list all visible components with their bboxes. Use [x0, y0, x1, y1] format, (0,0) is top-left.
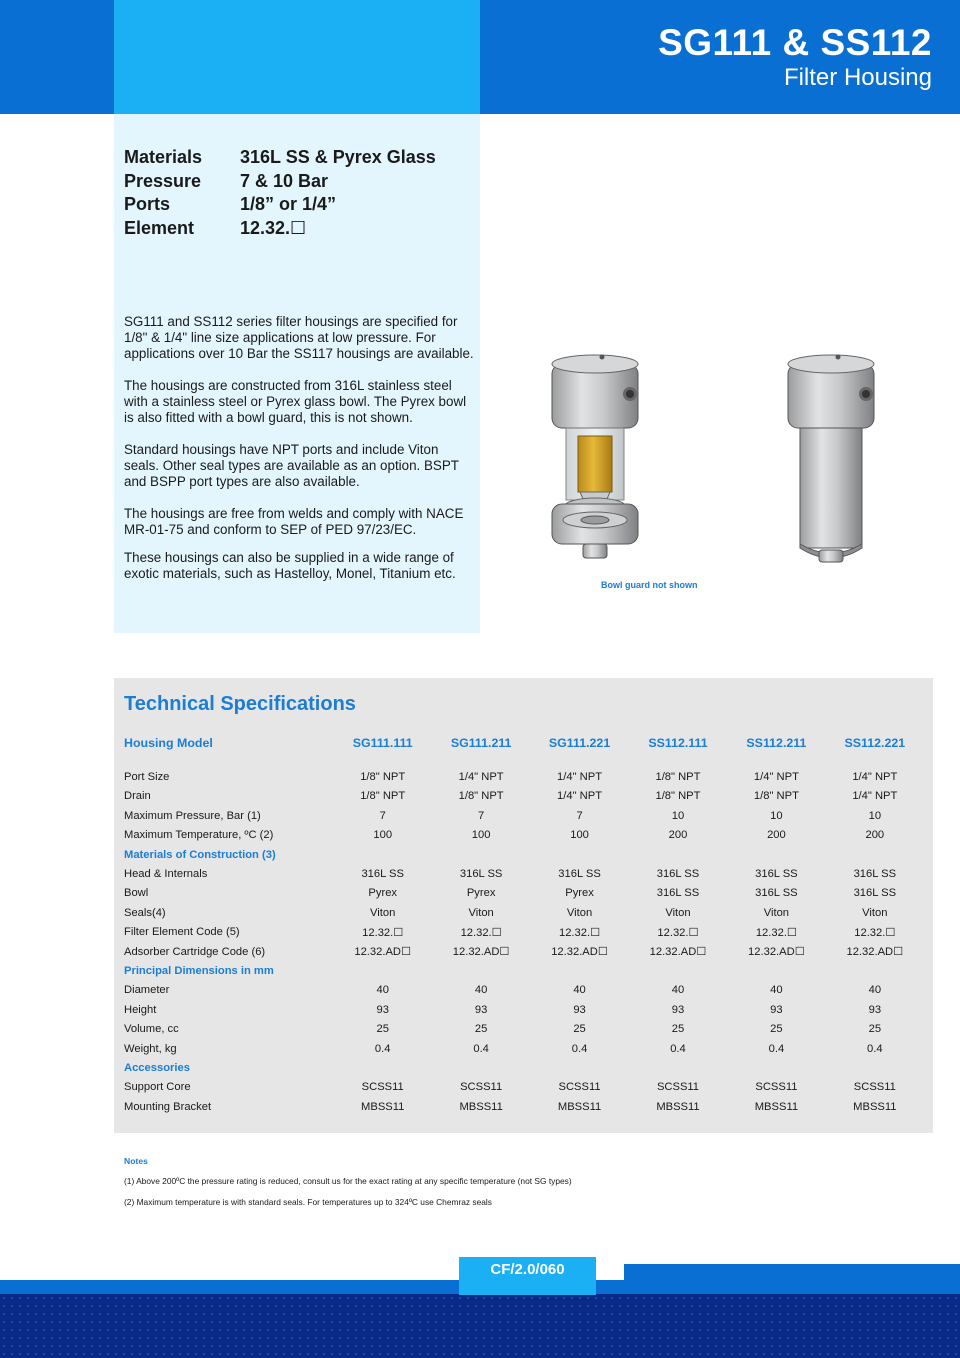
- model-header: SG111.111: [352, 735, 413, 750]
- section-label: Materials of Construction (3): [124, 848, 276, 861]
- page-title: SG111 & SS112: [658, 22, 932, 63]
- description-paragraph: SG111 and SS112 series filter housings are specified for 1/8" & 1/4" line size applications at low pressure. For applications over 10 Bar the SS117 housings are available.: [124, 314, 474, 361]
- notes: [124, 1156, 884, 1218]
- table-cell: 40: [671, 984, 685, 997]
- table-cell: 1/4" NPT: [557, 771, 603, 784]
- table-row: [124, 884, 924, 903]
- description-paragraph: Standard housings have NPT ports and include Viton seals. Other seal types are available as an option. BSPT and BSPP port types are also available.: [124, 442, 459, 489]
- table-cell: 40: [474, 984, 488, 997]
- description-paragraph: These housings can also be supplied in a wide range of exotic materials, such as Hastelloy, Monel, Titanium etc.: [124, 550, 456, 581]
- table-cell: 12.32.AD☐: [846, 946, 904, 959]
- table-cell: 1/8" NPT: [360, 771, 406, 784]
- spec-value: 12.32.☐: [240, 217, 307, 238]
- model-header: SG111.221: [548, 735, 611, 750]
- table-cell: 1/8" NPT: [458, 790, 504, 803]
- spec-key: Element: [124, 217, 195, 238]
- table-cell: MBSS11: [361, 1100, 405, 1113]
- section-label: Accessories: [124, 1061, 190, 1074]
- table-row: [124, 1078, 924, 1097]
- table-row: [124, 1019, 924, 1038]
- table-cell: 93: [474, 1003, 488, 1016]
- table-cell: 12.32.☐: [362, 926, 404, 939]
- table-cell: Viton: [665, 906, 691, 919]
- table-cell: 93: [573, 1003, 586, 1016]
- table-cell: 12.32.AD☐: [748, 946, 805, 959]
- description-paragraph: The housings are free from welds and comply with NACE MR-01-75 and conform to SEP of PED 97/23/EC.: [124, 506, 464, 537]
- table-header-row: [124, 733, 924, 752]
- table-cell: 1/4" NPT: [458, 771, 504, 784]
- description: [124, 314, 476, 598]
- model-header: SS112.221: [844, 735, 906, 750]
- table-cell: 40: [376, 984, 389, 997]
- model-header: SG111.211: [450, 735, 512, 750]
- table-cell: 12.32.☐: [558, 926, 601, 939]
- table-cell: 12.32.AD☐: [649, 946, 707, 959]
- table-cell: 200: [865, 829, 885, 842]
- table-cell: 40: [770, 984, 783, 997]
- spec-value: 7 & 10 Bar: [240, 170, 329, 191]
- row-label: Weight, kg: [124, 1042, 177, 1055]
- table-row: [124, 1039, 924, 1058]
- note-item: (1) Above 200ºC the pressure rating is reduced, consult us for the exact rating at any specific temperature (not SG types): [124, 1176, 572, 1186]
- spec-value: 1/8” or 1/4”: [240, 194, 337, 215]
- table-cell: 93: [376, 1003, 389, 1016]
- table-row: [124, 806, 924, 825]
- spec-value: 316L SS & Pyrex Glass: [240, 147, 436, 168]
- steel-bowl-housing: [788, 355, 874, 563]
- table-cell: 10: [868, 809, 882, 822]
- table-cell: 10: [671, 809, 685, 822]
- table-cell: 25: [770, 1023, 783, 1036]
- notes-title: Notes: [124, 1156, 148, 1166]
- page-subtitle: Filter Housing: [783, 64, 932, 91]
- spec-key: Pressure: [124, 170, 202, 191]
- table-cell: 12.32.AD☐: [452, 946, 510, 959]
- table-cell: 12.32.AD☐: [551, 946, 608, 959]
- key-specs: [124, 146, 480, 240]
- tech-spec-table: [124, 733, 924, 1116]
- image-caption: Bowl guard not shown: [601, 580, 698, 590]
- section-label: Principal Dimensions in mm: [124, 964, 274, 977]
- table-cell: Viton: [370, 906, 396, 919]
- table-row: [124, 1000, 924, 1019]
- table-cell: 93: [868, 1003, 882, 1016]
- table-cell: 12.32.☐: [854, 926, 896, 939]
- table-cell: SCSS11: [460, 1081, 503, 1094]
- table-cell: Pyrex: [466, 887, 496, 900]
- table-cell: 12.32.AD☐: [354, 946, 412, 959]
- table-cell: 1/4" NPT: [852, 790, 898, 803]
- table-cell: MBSS11: [754, 1100, 799, 1113]
- glass-bowl-housing: [552, 355, 638, 559]
- table-cell: 0.4: [571, 1042, 588, 1055]
- spec-key: Ports: [124, 194, 171, 215]
- row-label: Seals(4): [124, 906, 166, 919]
- filter-housing-illustration: [540, 344, 900, 574]
- table-cell: 1/4" NPT: [753, 771, 799, 784]
- table-cell: 12.32.☐: [755, 926, 797, 939]
- table-section-row: [124, 1058, 924, 1077]
- row-label: Volume, cc: [124, 1023, 179, 1036]
- row-label: Bowl: [124, 887, 149, 900]
- table-cell: 1/8" NPT: [753, 790, 799, 803]
- table-row: [124, 864, 924, 883]
- table-row: [124, 981, 924, 1000]
- table-cell: 1/8" NPT: [655, 790, 701, 803]
- document-code: CF/2.0/060: [459, 1257, 596, 1295]
- table-cell: Viton: [763, 906, 790, 919]
- table-cell: MBSS11: [557, 1100, 602, 1113]
- table-cell: 200: [767, 829, 786, 842]
- table-row: [124, 1097, 924, 1116]
- spec-key: Materials: [124, 147, 203, 168]
- table-cell: 25: [376, 1023, 389, 1036]
- spec-row-element: [124, 217, 480, 241]
- table-cell: 40: [868, 984, 882, 997]
- header-label: Housing Model: [124, 735, 213, 750]
- table-row: [124, 787, 924, 806]
- table-cell: 0.4: [374, 1042, 391, 1055]
- table-cell: 12.32.☐: [460, 926, 502, 939]
- table-cell: 316L SS: [755, 868, 798, 881]
- model-header: SS112.211: [746, 735, 807, 750]
- row-label: Support Core: [124, 1081, 191, 1094]
- table-cell: 0.4: [867, 1042, 883, 1055]
- row-label: Adsorber Cartridge Code (6): [124, 945, 266, 958]
- table-section-row: [124, 961, 924, 980]
- footer-pattern: [0, 1294, 960, 1358]
- table-cell: SCSS11: [755, 1081, 798, 1094]
- table-cell: Pyrex: [565, 887, 594, 900]
- table-cell: 10: [770, 809, 783, 822]
- table-cell: MBSS11: [459, 1100, 503, 1113]
- table-cell: 40: [573, 984, 586, 997]
- table-cell: SCSS11: [558, 1081, 601, 1094]
- table-cell: MBSS11: [853, 1100, 897, 1113]
- table-cell: 0.4: [670, 1042, 686, 1055]
- table-cell: 316L SS: [656, 887, 700, 900]
- table-cell: 316L SS: [853, 868, 897, 881]
- table-cell: 7: [379, 809, 386, 822]
- table-cell: SCSS11: [361, 1081, 404, 1094]
- footer-stripe-right: [624, 1264, 960, 1280]
- table-cell: 316L SS: [853, 887, 897, 900]
- table-cell: 12.32.☐: [657, 926, 699, 939]
- table-cell: 7: [478, 809, 485, 822]
- table-cell: 25: [573, 1023, 586, 1036]
- table-cell: 316L SS: [755, 887, 798, 900]
- row-label: Head & Internals: [124, 868, 208, 881]
- table-cell: 316L SS: [558, 868, 601, 881]
- tech-spec-title: Technical Specifications: [124, 693, 356, 715]
- table-cell: Viton: [566, 906, 593, 919]
- row-label: Port Size: [124, 771, 170, 784]
- table-section-row: [124, 845, 924, 864]
- table-cell: 1/4" NPT: [852, 771, 898, 784]
- table-cell: 316L SS: [459, 868, 503, 881]
- row-label: Maximum Temperature, ºC (2): [124, 829, 274, 842]
- table-cell: 1/8" NPT: [655, 771, 701, 784]
- row-label: Filter Element Code (5): [124, 926, 240, 939]
- table-cell: 0.4: [768, 1042, 785, 1055]
- table-cell: 25: [671, 1023, 685, 1036]
- table-cell: Pyrex: [368, 887, 398, 900]
- table-cell: 316L SS: [361, 868, 404, 881]
- table-row: [124, 942, 924, 961]
- table-cell: Viton: [862, 906, 888, 919]
- table-cell: Viton: [468, 906, 494, 919]
- model-header: SS112.111: [648, 735, 708, 750]
- table-cell: 1/8" NPT: [360, 790, 406, 803]
- row-label: Diameter: [124, 984, 170, 997]
- note-item: (2) Maximum temperature is with standard seals. For temperatures up to 324ºC use Chemraz seals: [124, 1197, 492, 1207]
- table-cell: 93: [671, 1003, 685, 1016]
- row-label: Maximum Pressure, Bar (1): [124, 809, 261, 822]
- table-row: [124, 767, 924, 786]
- product-images: [540, 344, 900, 574]
- table-cell: 200: [668, 829, 688, 842]
- table-cell: SCSS11: [853, 1081, 896, 1094]
- row-label: Height: [124, 1003, 157, 1016]
- spec-row-materials: [124, 146, 480, 170]
- table-cell: SCSS11: [656, 1081, 700, 1094]
- table-cell: 25: [868, 1023, 882, 1036]
- table-cell: 100: [570, 829, 589, 842]
- description-paragraph: The housings are constructed from 316L stainless steel with a stainless steel or Pyrex glass bowl. The Pyrex bowl is also fitted with a bowl guard, this is not shown.: [124, 378, 467, 425]
- table-cell: MBSS11: [656, 1100, 700, 1113]
- row-label: Mounting Bracket: [124, 1100, 212, 1113]
- table-cell: 100: [373, 829, 393, 842]
- table-cell: 0.4: [473, 1042, 489, 1055]
- row-label: Drain: [124, 790, 151, 803]
- spec-row-pressure: [124, 170, 480, 194]
- table-cell: 7: [576, 809, 583, 822]
- table-cell: 1/4" NPT: [557, 790, 603, 803]
- table-cell: 93: [770, 1003, 783, 1016]
- spec-row-ports: [124, 193, 480, 217]
- table-cell: 25: [474, 1023, 488, 1036]
- table-row: [124, 903, 924, 922]
- table-cell: 316L SS: [656, 868, 700, 881]
- header-accent-panel: [114, 0, 480, 114]
- table-row: [124, 923, 924, 942]
- table-cell: 100: [471, 829, 491, 842]
- table-row: [124, 826, 924, 845]
